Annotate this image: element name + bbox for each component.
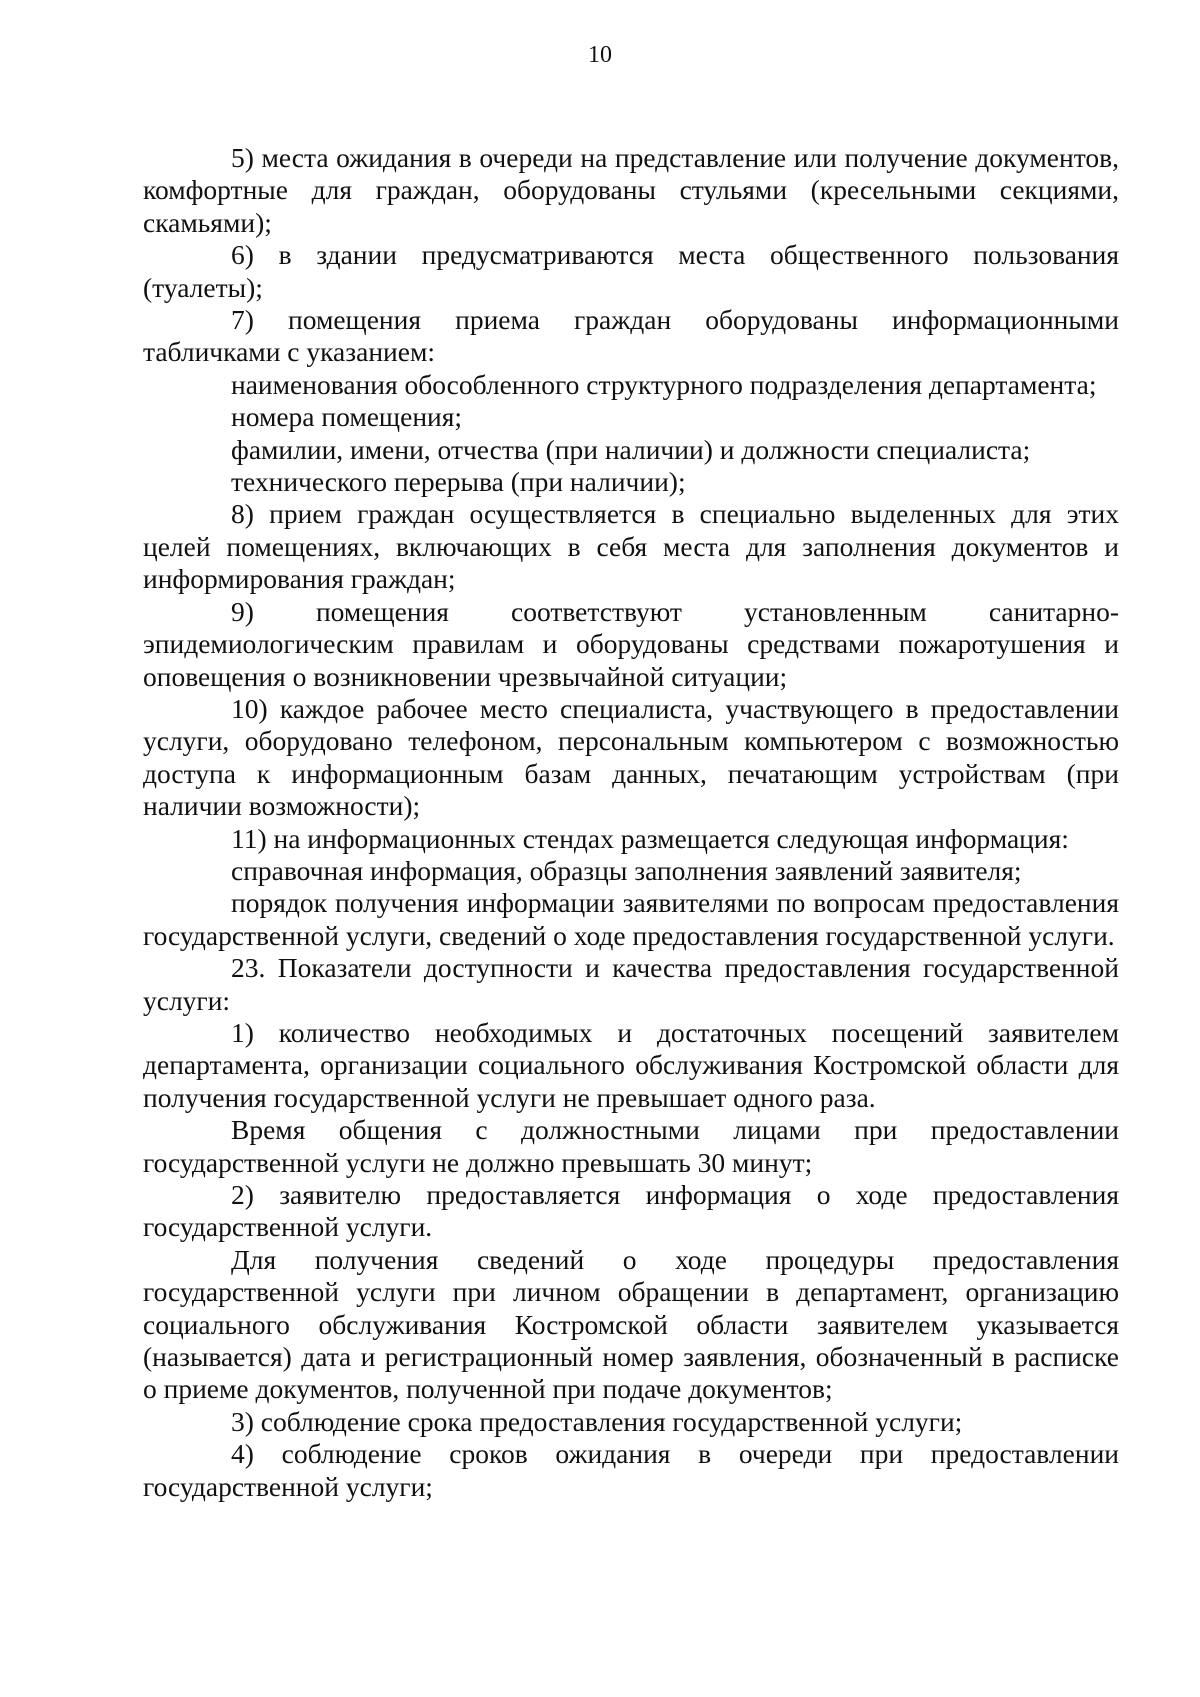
paragraph-progress-procedure: Для получения сведений о ходе процедуры предоставления государственной услуги при личном обращении в департамент, организацию социального обслуживания Костромской области заявителем указывается (называется) дата и регистрационный номер заявления, обозначенный в расписке о приеме документов, полученной при подаче документов; bbox=[143, 1243, 1119, 1405]
paragraph-signage-specialist-name: фамилии, имени, отчества (при наличии) и должности специалиста; bbox=[231, 433, 1031, 465]
paragraph-indicator-3-deadline: 3) соблюдение срока предоставления государственной услуги; bbox=[231, 1405, 963, 1437]
paragraph-item-7-signage: 7) помещения приема граждан оборудованы информационными табличками с указанием: bbox=[143, 304, 1119, 368]
paragraph-item-11-stands: 11) на информационных стендах размещается следующая информация: bbox=[231, 822, 1069, 854]
paragraph-item-9-sanitary: 9) помещения соответствуют установленным санитарно-эпидемиологическим правилам и оборудованы средствами пожаротушения и оповещения о возникновении чрезвычайной ситуации; bbox=[143, 595, 1119, 692]
paragraph-item-5-waiting-areas: 5) места ожидания в очереди на представление или получение документов, комфортные для граждан, оборудованы стульями (кресельными секциями, скамьями); bbox=[143, 142, 1119, 238]
paragraph-indicator-1-visits: 1) количество необходимых и достаточных посещений заявителем департамента, организации социального обслуживания Костромской области для получения государственной услуги не превышает одного раза. bbox=[143, 1016, 1119, 1113]
paragraph-indicator-2-progress-info: 2) заявителю предоставляется информация о ходе предоставления государственной услуги. bbox=[143, 1179, 1119, 1243]
paragraph-item-8-reception: 8) прием граждан осуществляется в специально выделенных для этих целей помещениях, включающих в себя места для заполнения документов и информирования граждан; bbox=[143, 498, 1119, 595]
paragraph-signage-room-number: номера помещения; bbox=[231, 401, 463, 433]
page-number: 10 bbox=[588, 42, 612, 68]
paragraph-signage-division-name: наименования обособленного структурного подразделения департамента; bbox=[231, 368, 1097, 400]
paragraph-item-10-workplace: 10) каждое рабочее место специалиста, участвующего в предоставлении услуги, оборудовано телефоном, персональным компьютером с возможностью доступа к информационным базам данных, печатающим устройствам (при наличии возможности); bbox=[143, 692, 1119, 822]
paragraph-item-6-restrooms: 6) в здании предусматриваются места общественного пользования (туалеты); bbox=[143, 239, 1119, 303]
paragraph-indicator-4-queue: 4) соблюдение сроков ожидания в очереди при предоставлении государственной услуги; bbox=[143, 1438, 1119, 1502]
paragraph-signage-break: технического перерыва (при наличии); bbox=[231, 466, 686, 498]
document-body bbox=[143, 142, 1119, 1503]
paragraph-stands-reference-info: справочная информация, образцы заполнения заявлений заявителя; bbox=[231, 854, 1022, 886]
paragraph-stands-procedure: порядок получения информации заявителями по вопросам предоставления государственной услуги, сведений о ходе предоставления государственной услуги. bbox=[143, 887, 1119, 951]
paragraph-section-23-heading: 23. Показатели доступности и качества предоставления государственной услуги: bbox=[143, 952, 1119, 1016]
paragraph-interaction-time: Время общения с должностными лицами при предоставлении государственной услуги не должно превышать 30 минут; bbox=[143, 1114, 1119, 1178]
